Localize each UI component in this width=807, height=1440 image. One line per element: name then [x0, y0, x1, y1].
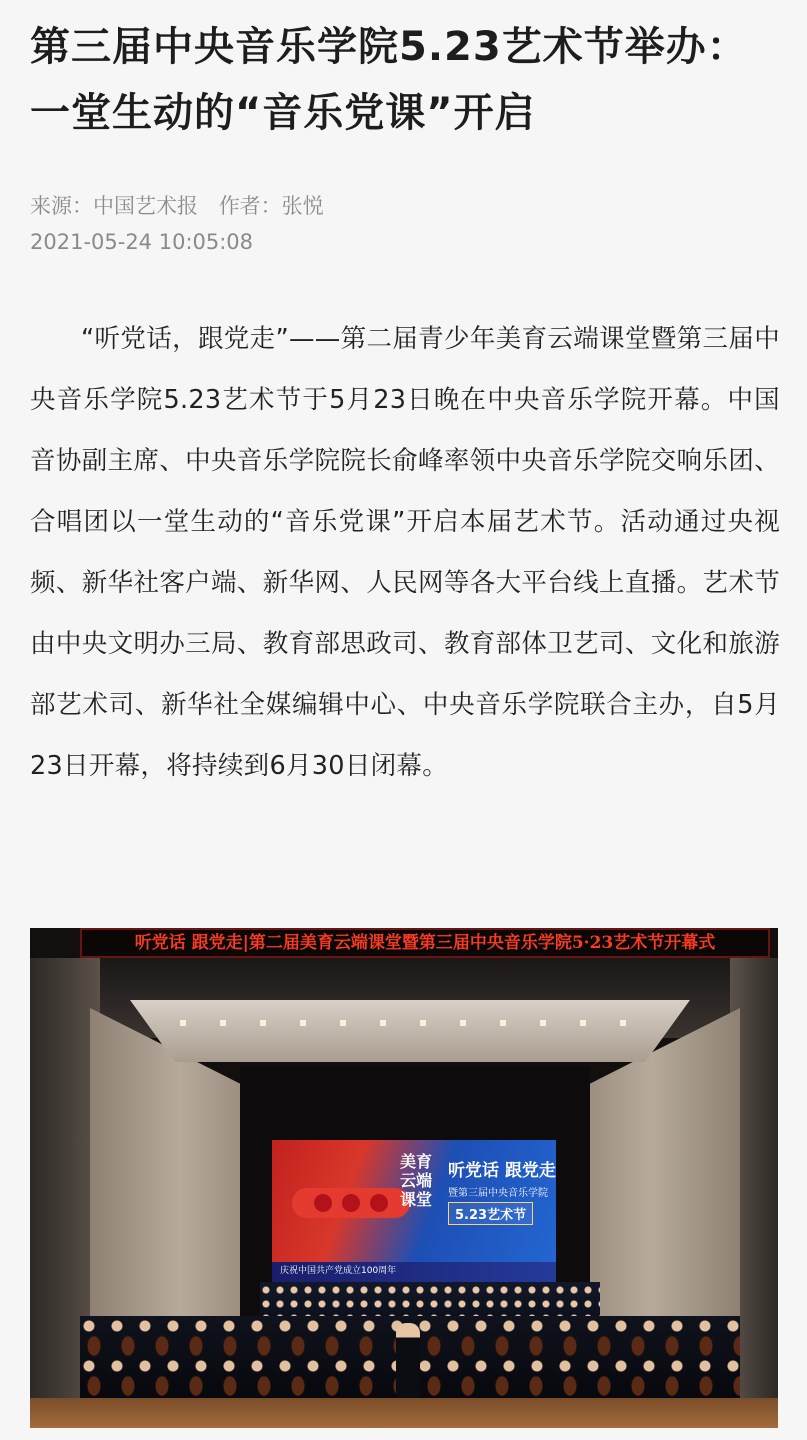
photo-ceiling-panel [130, 1000, 690, 1062]
article-photo[interactable] [30, 928, 778, 1428]
article-title: 第三届中央音乐学院5.23艺术节举办：一堂生动的“音乐党课”开启 [30, 24, 748, 136]
screen-yuyun-text: 美育云端课堂 [399, 1152, 432, 1209]
photo-stage-floor [30, 1398, 778, 1428]
article-body-paragraph: “听党话，跟党走”——第二届青少年美育云端课堂暨第三届中央音乐学院5.23艺术节于5月23日晚在中央音乐学院开幕。中国音协副主席、中央音乐学院院长俞峰率领中央音乐学院交响乐团、合唱团以一堂生动的“音乐党课”开启本届艺术节。活动通过央视频、新华社客户端、新华网、人民网等各大平台线上直播。艺术节由中央文明办三局、教育部思政司、教育部体卫艺司、文化和旅游部艺术司、新华社全媒编辑中心、中央音乐学院联合主办，自5月23日开幕，将持续到6月30日闭幕。 [30, 324, 780, 781]
article-datetime: 2021-05-24 10:05:08 [30, 230, 254, 254]
photo-banner: 听党话 跟党走|第二届美育云端课堂暨第三届中央音乐学院5·23艺术节开幕式 [80, 928, 770, 958]
screen-bottom-text: 庆祝中国共产党成立100周年 [280, 1266, 397, 1276]
photo-stage-screen [272, 1140, 556, 1288]
screen-subtitle: 暨第三届中央音乐学院 [448, 1188, 548, 1199]
photo-stage-lights [180, 1020, 640, 1026]
article-author: 作者：张悦 [218, 194, 324, 218]
screen-slogan: 听党话 跟党走 [448, 1161, 556, 1181]
article-source: 来源：中国艺术报 [30, 194, 198, 218]
screen-festival-label: 5.23艺术节 [448, 1202, 533, 1225]
screen-100-logo [292, 1188, 410, 1218]
article-meta [30, 190, 338, 220]
